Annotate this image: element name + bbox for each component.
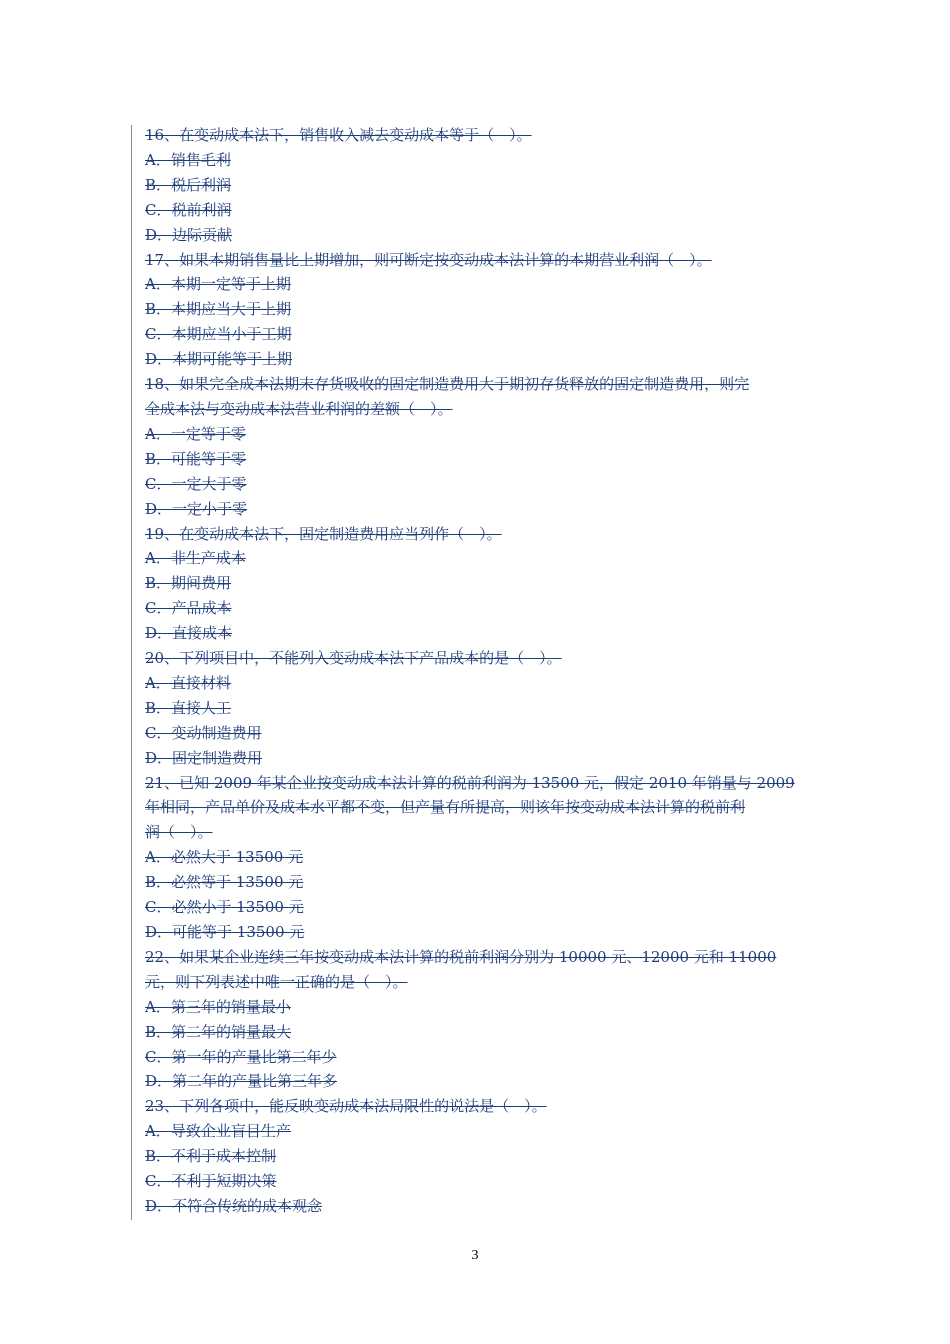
option-a: A．非生产成本 [145, 549, 246, 568]
option-c: C．产品成本 [145, 599, 232, 618]
question-22 [145, 945, 810, 1094]
question-stem: 22、如果某企业连续三年按变动成本法计算的税前利润分别为 10000 元、12000 元和 11000 [145, 947, 777, 966]
option-c: C．第一年的产量比第二年少 [145, 1047, 337, 1066]
option-a: A．本期一定等于上期 [145, 275, 291, 294]
option-a: A．一定等于零 [145, 424, 246, 443]
option-a: A．直接材料 [145, 673, 231, 692]
option-a: A．必然大于 13500 元 [145, 848, 304, 867]
question-17 [145, 248, 810, 373]
option-c: C．税前利润 [145, 200, 232, 219]
option-d: D．固定制造费用 [145, 748, 263, 767]
question-stem: 18、如果完全成本法期末存货吸收的固定制造费用大于期初存货释放的固定制造费用，则完 [145, 375, 750, 394]
option-d: D．直接成本 [145, 624, 233, 643]
question-stem: 21、已知 2009 年某企业按变动成本法计算的税前利润为 13500 元，假定 2010 年销量与 2009 [145, 773, 795, 792]
option-d: D．本期可能等于上期 [145, 350, 293, 369]
option-b: B．不利于成本控制 [145, 1147, 277, 1166]
option-c: C．本期应当小于工期 [145, 325, 292, 344]
option-a: A．导致企业盲目生产 [145, 1122, 291, 1141]
question-20 [145, 646, 810, 771]
option-a: A．第三年的销量最小 [145, 997, 291, 1016]
question-stem-cont: 全成本法与变动成本法营业利润的差额（ ）。 [145, 399, 453, 418]
question-stem: 23、下列各项中，能反映变动成本法局限性的说法是（ ）。 [145, 1097, 547, 1116]
revision-bar [131, 125, 132, 1220]
question-stem: 20、下列项目中，不能列入变动成本法下产品成本的是（ ）。 [145, 649, 562, 668]
option-c: C．必然小于 13500 元 [145, 898, 304, 917]
question-stem-cont: 年相同，产品单价及成本水平都不变，但产量有所提高，则该年按变动成本法计算的税前利 [145, 798, 746, 817]
question-23 [145, 1094, 810, 1219]
option-d: D．第二年的产量比第三年多 [145, 1072, 338, 1091]
option-c: C．不利于短期决策 [145, 1172, 277, 1191]
option-a: A．销售毛利 [145, 150, 231, 169]
option-b: B．必然等于 13500 元 [145, 873, 304, 892]
option-b: B．直接人工 [145, 698, 232, 717]
option-d: D．边际贡献 [145, 225, 233, 244]
question-list [145, 123, 810, 1219]
option-d: D．一定小于零 [145, 499, 248, 518]
option-c: C．一定大于零 [145, 474, 247, 493]
question-stem: 17、如果本期销售量比上期增加，则可断定按变动成本法计算的本期营业利润（ ）。 [145, 250, 712, 269]
question-21 [145, 771, 810, 945]
option-d: D．不符合传统的成本观念 [145, 1196, 323, 1215]
question-stem-cont: 润（ ）。 [145, 823, 213, 842]
option-c: C．变动制造费用 [145, 723, 262, 742]
question-18 [145, 372, 810, 521]
option-b: B．期间费用 [145, 574, 232, 593]
option-b: B．第二年的销量最大 [145, 1022, 292, 1041]
option-b: B．税后利润 [145, 175, 232, 194]
question-stem: 16、在变动成本法下，销售收入减去变动成本等于（ ）。 [145, 126, 532, 144]
question-stem-cont: 元，则下列表述中唯一正确的是（ ）。 [145, 972, 408, 991]
question-19 [145, 522, 810, 647]
question-16 [145, 123, 810, 248]
option-b: B．本期应当大于上期 [145, 300, 292, 319]
option-d: D．可能等于 13500 元 [145, 923, 305, 941]
page-number: 3 [471, 1248, 479, 1263]
question-stem: 19、在变动成本法下，固定制造费用应当列作（ ）。 [145, 524, 502, 543]
option-b: B．可能等于零 [145, 449, 247, 468]
